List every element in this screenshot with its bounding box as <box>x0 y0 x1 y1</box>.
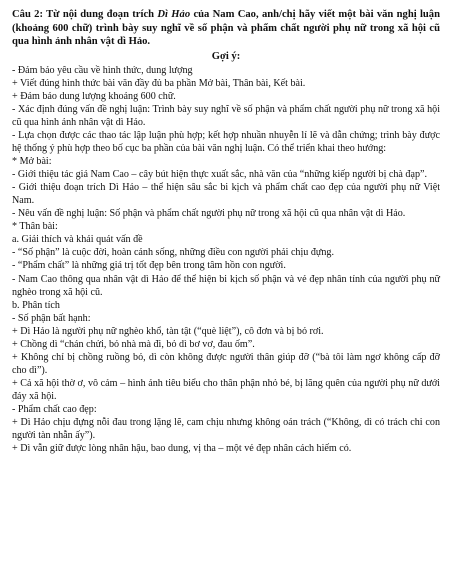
text-line: - Phẩm chất cao đẹp: <box>12 404 97 415</box>
text-line: - Đảm bảo yêu cầu về hình thức, dung lượng <box>12 64 193 76</box>
text-line: - Lựa chọn được các thao tác lập luận phù hợp; kết hợp nhuần nhuyễn lí lẽ và dẫn chứng; trình bày được hệ thống ý phù hợp theo bố cục ba phần của bài văn nghị luận. Có thể triển khai theo hướng: <box>12 130 440 155</box>
text-line: + Đảm bảo dung lượng khoảng 600 chữ. <box>12 90 176 102</box>
text-line: b. Phân tích <box>12 299 60 311</box>
text-line: - Giới thiệu tác giả Nam Cao – cây bút hiện thực xuất sắc, nhà văn của “những kiếp người bị chà đạp”. <box>12 169 428 181</box>
text-line: + Không chỉ bị chồng ruồng bỏ, dì còn không được người thân giúp đỡ (“bà tôi làm ngơ không cấp đỡ cho dì”). <box>12 351 440 376</box>
text-line: a. Giải thích và khái quát vấn đề <box>12 234 143 246</box>
text-line: - Xác định đúng vấn đề nghị luận: Trình bày suy nghĩ về số phận và phẩm chất người phụ nữ trong xã hội cũ qua hình ảnh nhân vật dì Hảo. <box>12 103 440 128</box>
text-line: - Giới thiệu đoạn trích Dì Hảo – thể hiện sâu sắc bi kịch và phẩm chất cao đẹp của người phụ nữ Việt Nam. <box>12 182 440 207</box>
text-line: + Chồng dì “chán chửi, bỏ nhà mà đi, bỏ dì bơ vơ, đau ốm”. <box>12 338 255 350</box>
text-line: + Dì vẫn giữ được lòng nhân hậu, bao dung, vị tha – một vẻ đẹp nhân cách hiếm có. <box>12 443 352 455</box>
text-line: + Viết đúng hình thức bài văn đầy đủ ba phần Mở bài, Thân bài, Kết bài. <box>12 77 306 89</box>
text-line: - “Số phận” là cuộc đời, hoàn cảnh sống, những điều con người phải chịu đựng. <box>12 247 334 259</box>
text-line: - Số phận bất hạnh: <box>12 312 91 324</box>
work-title: Dì Hảo <box>157 9 191 20</box>
question-heading <box>12 8 440 49</box>
hint-title: Gợi ý: <box>211 50 241 62</box>
text-line: * Thân bài: <box>12 221 58 233</box>
text-line: + Dì Hảo chịu đựng nỗi đau trong lặng lẽ, cam chịu nhưng không oán trách (“Không, dì có trách chi con người tàn nhẫn ấy”). <box>12 417 440 442</box>
text-line: - “Phẩm chất” là những giá trị tốt đẹp bên trong tâm hồn con người. <box>12 260 286 272</box>
hint-content <box>12 64 440 455</box>
text-line: - Nêu vấn đề nghị luận: Số phận và phẩm chất người phụ nữ trong xã hội cũ qua nhân vật dì Hảo. <box>12 208 406 220</box>
question-prefix: Câu 2: Từ nội dung đoạn trích <box>12 9 158 20</box>
text-line: + Cả xã hội thờ ơ, vô cảm – hình ảnh tiêu biểu cho thân phận nhỏ bé, bị lãng quên của người phụ nữ dưới đáy xã hội. <box>12 377 440 402</box>
text-line: + Dì Hảo là người phụ nữ nghèo khổ, tàn tật (“què liệt”), cô đơn và bị bỏ rơi. <box>12 325 324 337</box>
text-line: * Mở bài: <box>12 156 52 168</box>
question-rest: của Nam Cao, anh/chị hãy viết một bài văn nghị luận (khoảng 600 chữ) trình bày suy nghĩ về số phận và phẩm chất người phụ nữ trong xã hội cũ qua hình ảnh nhân vật dì Hảo. <box>12 9 440 48</box>
text-line: - Nam Cao thông qua nhân vật dì Hảo để thể hiện bi kịch số phận và vẻ đẹp nhân tính của người phụ nữ nghèo trong xã hội cũ. <box>12 273 440 298</box>
